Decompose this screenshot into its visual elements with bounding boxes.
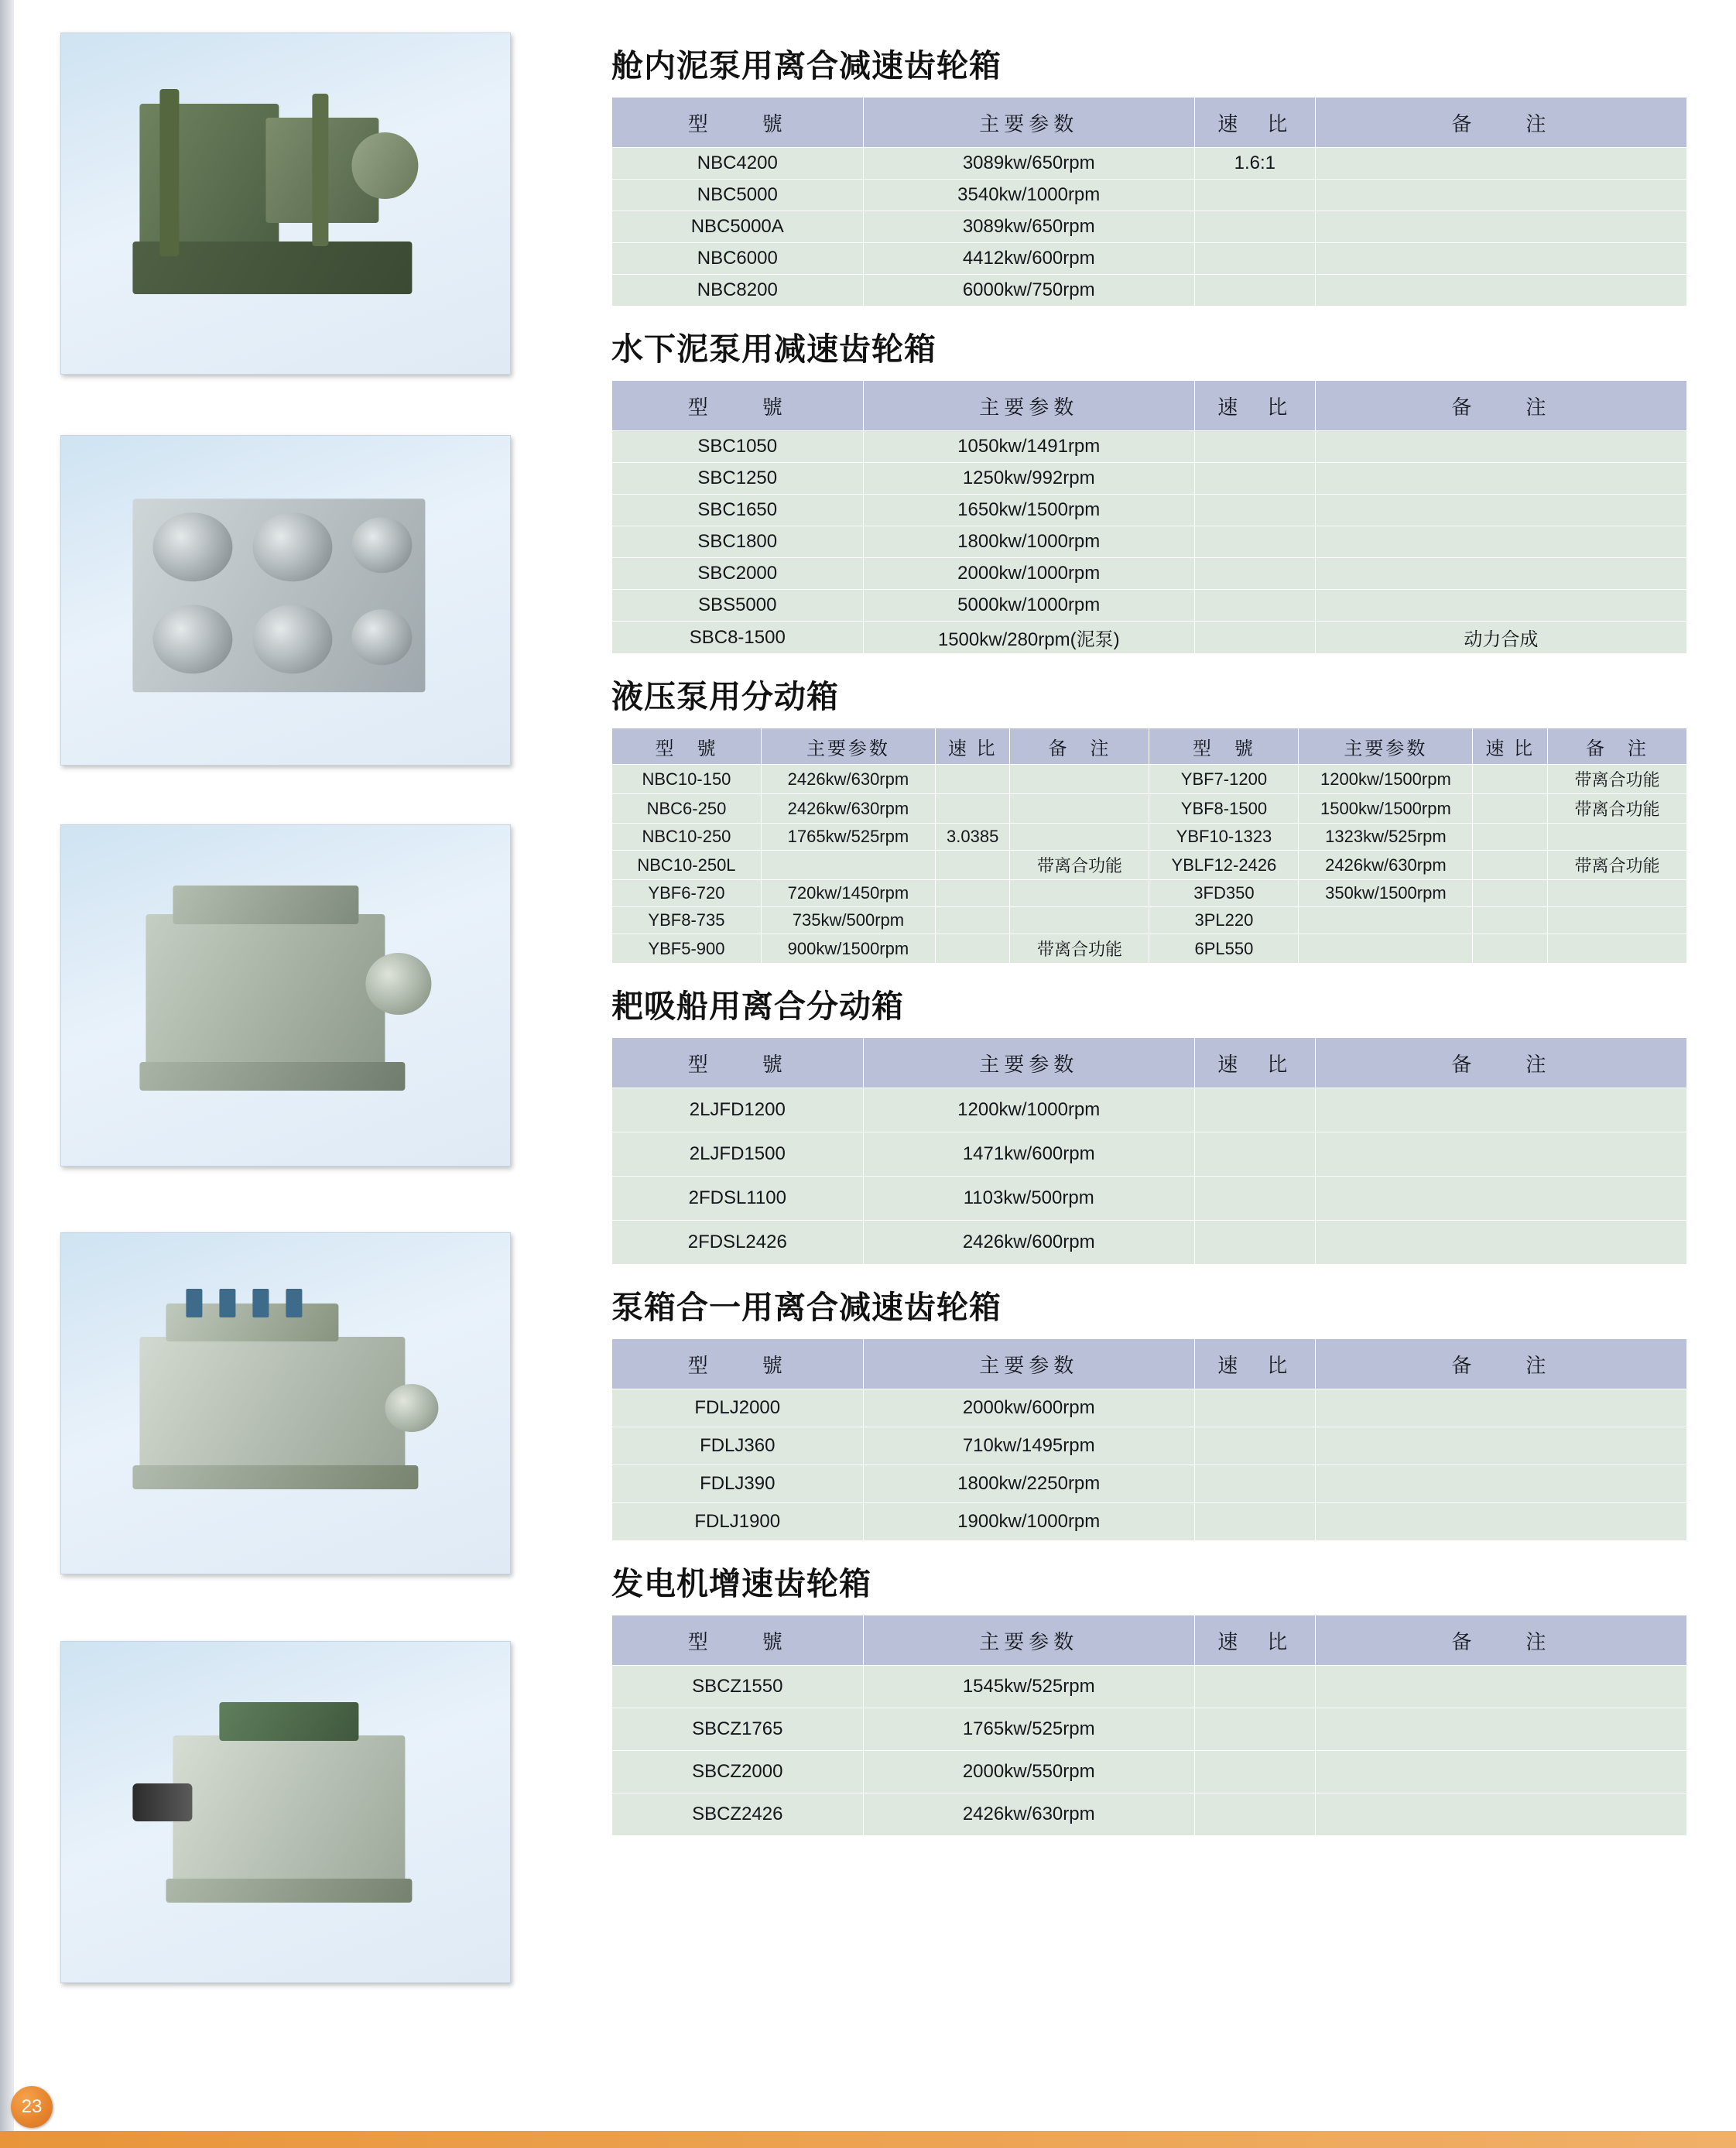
cell-param: 1650kw/1500rpm bbox=[863, 495, 1194, 526]
header-param-right: 主要参数 bbox=[1299, 728, 1473, 765]
cell-param: 4412kw/600rpm bbox=[863, 243, 1194, 275]
cell-note bbox=[1315, 1503, 1686, 1541]
marine-gearbox-photo-3 bbox=[60, 824, 511, 1166]
table-row bbox=[612, 1751, 1687, 1793]
cell-model-left: YBF5-900 bbox=[612, 934, 762, 964]
cell-note bbox=[1315, 1177, 1686, 1221]
cell-ratio bbox=[1194, 463, 1315, 495]
cell-param-right: 1200kw/1500rpm bbox=[1299, 765, 1473, 794]
cell-model: SBC1800 bbox=[612, 526, 864, 558]
cell-ratio-right bbox=[1473, 824, 1547, 851]
footer-bar bbox=[0, 2131, 1736, 2148]
cell-note-left bbox=[1010, 794, 1149, 824]
table-row bbox=[612, 590, 1687, 622]
cell-param-right: 1323kw/525rpm bbox=[1299, 824, 1473, 851]
cell-ratio bbox=[1194, 1427, 1315, 1465]
cell-ratio bbox=[1194, 1708, 1315, 1751]
cell-note bbox=[1315, 558, 1686, 590]
cell-ratio bbox=[1194, 1088, 1315, 1132]
cell-ratio bbox=[1194, 1503, 1315, 1541]
header-model: 型 號 bbox=[612, 1339, 864, 1389]
cell-ratio bbox=[1194, 243, 1315, 275]
page-edge-decoration bbox=[0, 0, 14, 2148]
cell-param: 1765kw/525rpm bbox=[863, 1708, 1194, 1751]
cell-param: 1800kw/2250rpm bbox=[863, 1465, 1194, 1503]
cell-model: 2LJFD1500 bbox=[612, 1132, 864, 1177]
header-model-left: 型 號 bbox=[612, 728, 762, 765]
table-row bbox=[612, 851, 1687, 880]
spec-table-hydraulic bbox=[611, 728, 1687, 964]
section-pump-integrated-clutch-reducer bbox=[588, 1282, 1736, 1541]
cell-model-right: 6PL550 bbox=[1149, 934, 1299, 964]
cell-note bbox=[1315, 243, 1686, 275]
marine-gearbox-photo-1 bbox=[60, 33, 511, 375]
cell-note-right: 带离合功能 bbox=[1547, 765, 1686, 794]
header-model: 型 號 bbox=[612, 1615, 864, 1666]
cell-param: 1800kw/1000rpm bbox=[863, 526, 1194, 558]
header-param: 主要参数 bbox=[863, 1339, 1194, 1389]
cell-ratio-right bbox=[1473, 794, 1547, 824]
cell-param: 1200kw/1000rpm bbox=[863, 1088, 1194, 1132]
cell-note bbox=[1315, 590, 1686, 622]
cell-model: NBC6000 bbox=[612, 243, 864, 275]
cell-note-left bbox=[1010, 907, 1149, 934]
table-header-row bbox=[612, 728, 1687, 765]
cell-ratio bbox=[1194, 180, 1315, 211]
cell-ratio bbox=[1194, 1221, 1315, 1265]
cell-note bbox=[1315, 148, 1686, 180]
cell-ratio-right bbox=[1473, 765, 1547, 794]
cell-ratio bbox=[1194, 275, 1315, 307]
cell-model: SBCZ2426 bbox=[612, 1793, 864, 1836]
cell-model: SBC1250 bbox=[612, 463, 864, 495]
cell-note bbox=[1315, 1088, 1686, 1132]
spec-table bbox=[611, 1615, 1687, 1836]
table-row bbox=[612, 431, 1687, 463]
table-row bbox=[612, 1708, 1687, 1751]
gearbox-illustration-1 bbox=[119, 84, 451, 323]
header-note: 备 注 bbox=[1315, 1038, 1686, 1088]
cell-model-right: 3PL220 bbox=[1149, 907, 1299, 934]
cell-model: NBC4200 bbox=[612, 148, 864, 180]
marine-gearbox-photo-4 bbox=[60, 1232, 511, 1574]
cell-note-right bbox=[1547, 934, 1686, 964]
section-cabin-mud-pump-clutch-reducer bbox=[588, 40, 1736, 307]
table-header-row bbox=[612, 1038, 1687, 1088]
cell-ratio-right bbox=[1473, 907, 1547, 934]
header-ratio: 速 比 bbox=[1194, 1615, 1315, 1666]
header-note: 备 注 bbox=[1315, 1339, 1686, 1389]
cell-param: 2000kw/600rpm bbox=[863, 1389, 1194, 1427]
cell-ratio-left bbox=[935, 907, 1009, 934]
cell-param-left: 2426kw/630rpm bbox=[761, 765, 935, 794]
section-title: 发电机增速齿轮箱 bbox=[611, 1565, 871, 1602]
header-note-right: 备 注 bbox=[1547, 728, 1686, 765]
cell-note bbox=[1315, 1389, 1686, 1427]
cell-param: 2426kw/600rpm bbox=[863, 1221, 1194, 1265]
spec-table bbox=[611, 97, 1687, 307]
header-note-left: 备 注 bbox=[1010, 728, 1149, 765]
header-ratio: 速 比 bbox=[1194, 381, 1315, 431]
cell-ratio-right bbox=[1473, 851, 1547, 880]
table-header-row bbox=[612, 1615, 1687, 1666]
cell-model: SBS5000 bbox=[612, 590, 864, 622]
table-row bbox=[612, 148, 1687, 180]
cell-note bbox=[1315, 180, 1686, 211]
cell-model: SBCZ1765 bbox=[612, 1708, 864, 1751]
table-row bbox=[612, 463, 1687, 495]
spec-table bbox=[611, 1037, 1687, 1265]
cell-ratio bbox=[1194, 1751, 1315, 1793]
cell-param: 1250kw/992rpm bbox=[863, 463, 1194, 495]
gearbox-illustration-3 bbox=[119, 876, 451, 1115]
table-row bbox=[612, 275, 1687, 307]
cell-model: SBC8-1500 bbox=[612, 622, 864, 654]
cell-param: 2426kw/630rpm bbox=[863, 1793, 1194, 1836]
cell-param: 710kw/1495rpm bbox=[863, 1427, 1194, 1465]
spec-table bbox=[611, 1338, 1687, 1541]
cell-ratio-right bbox=[1473, 880, 1547, 907]
table-row bbox=[612, 1389, 1687, 1427]
table-row bbox=[612, 880, 1687, 907]
section-generator-speed-increaser bbox=[588, 1558, 1736, 1836]
cell-note-right: 带离合功能 bbox=[1547, 794, 1686, 824]
cell-param: 1500kw/280rpm(泥泵) bbox=[863, 622, 1194, 654]
cell-note-right bbox=[1547, 907, 1686, 934]
table-row bbox=[612, 180, 1687, 211]
cell-param: 1545kw/525rpm bbox=[863, 1666, 1194, 1708]
cell-model-right: YBF10-1323 bbox=[1149, 824, 1299, 851]
marine-gearbox-photo-2 bbox=[60, 435, 511, 766]
cell-model-left: YBF6-720 bbox=[612, 880, 762, 907]
section-trailing-suction-dredger-clutch-transfer-box bbox=[588, 981, 1736, 1265]
cell-model: 2LJFD1200 bbox=[612, 1088, 864, 1132]
cell-note: 动力合成 bbox=[1315, 622, 1686, 654]
cell-note bbox=[1315, 1708, 1686, 1751]
cell-param-left: 900kw/1500rpm bbox=[761, 934, 935, 964]
cell-note bbox=[1315, 1427, 1686, 1465]
cell-model: SBCZ1550 bbox=[612, 1666, 864, 1708]
cell-param-right bbox=[1299, 907, 1473, 934]
header-ratio-right: 速 比 bbox=[1473, 728, 1547, 765]
cell-model: SBC2000 bbox=[612, 558, 864, 590]
spec-table bbox=[611, 380, 1687, 654]
cell-ratio bbox=[1194, 526, 1315, 558]
cell-param: 1103kw/500rpm bbox=[863, 1177, 1194, 1221]
cell-ratio bbox=[1194, 622, 1315, 654]
section-title: 水下泥泵用减速齿轮箱 bbox=[611, 331, 936, 368]
cell-ratio bbox=[1194, 558, 1315, 590]
header-model: 型 號 bbox=[612, 381, 864, 431]
header-param: 主要参数 bbox=[863, 1038, 1194, 1088]
table-row bbox=[612, 622, 1687, 654]
cell-model-left: NBC6-250 bbox=[612, 794, 762, 824]
header-param: 主要参数 bbox=[863, 1615, 1194, 1666]
cell-param: 6000kw/750rpm bbox=[863, 275, 1194, 307]
cell-model-right: YBF7-1200 bbox=[1149, 765, 1299, 794]
cell-model: SBCZ2000 bbox=[612, 1751, 864, 1793]
table-row bbox=[612, 1221, 1687, 1265]
cell-note bbox=[1315, 1465, 1686, 1503]
cell-note-right bbox=[1547, 824, 1686, 851]
header-ratio-left: 速 比 bbox=[935, 728, 1009, 765]
cell-note bbox=[1315, 1793, 1686, 1836]
cell-ratio bbox=[1194, 431, 1315, 463]
table-row bbox=[612, 211, 1687, 243]
cell-param-left: 735kw/500rpm bbox=[761, 907, 935, 934]
cell-param: 2000kw/1000rpm bbox=[863, 558, 1194, 590]
table-row bbox=[612, 558, 1687, 590]
cell-note-left bbox=[1010, 765, 1149, 794]
cell-model-left: NBC10-150 bbox=[612, 765, 762, 794]
section-hydraulic-pump-transfer-box bbox=[588, 671, 1736, 964]
gearbox-illustration-4 bbox=[119, 1284, 451, 1523]
cell-ratio: 1.6:1 bbox=[1194, 148, 1315, 180]
cell-model-right: 3FD350 bbox=[1149, 880, 1299, 907]
cell-ratio bbox=[1194, 495, 1315, 526]
cell-note bbox=[1315, 431, 1686, 463]
table-header-row bbox=[612, 98, 1687, 148]
cell-param-left: 2426kw/630rpm bbox=[761, 794, 935, 824]
cell-note bbox=[1315, 1666, 1686, 1708]
cell-model-left: NBC10-250 bbox=[612, 824, 762, 851]
table-header-row bbox=[612, 1339, 1687, 1389]
cell-ratio-left bbox=[935, 851, 1009, 880]
cell-ratio bbox=[1194, 211, 1315, 243]
cell-model-right: YBLF12-2426 bbox=[1149, 851, 1299, 880]
cell-ratio-left bbox=[935, 794, 1009, 824]
cell-note bbox=[1315, 526, 1686, 558]
cell-model-left: YBF8-735 bbox=[612, 907, 762, 934]
header-ratio: 速 比 bbox=[1194, 1339, 1315, 1389]
section-title: 耙吸船用离合分动箱 bbox=[611, 988, 904, 1025]
cell-param-right bbox=[1299, 934, 1473, 964]
cell-model: NBC5000A bbox=[612, 211, 864, 243]
section-title: 舱内泥泵用离合减速齿轮箱 bbox=[611, 47, 1002, 84]
table-row bbox=[612, 1503, 1687, 1541]
cell-ratio bbox=[1194, 1389, 1315, 1427]
cell-param: 3540kw/1000rpm bbox=[863, 180, 1194, 211]
spec-tables-column bbox=[588, 0, 1736, 1839]
header-ratio: 速 比 bbox=[1194, 98, 1315, 148]
cell-model-right: YBF8-1500 bbox=[1149, 794, 1299, 824]
section-title: 泵箱合一用离合减速齿轮箱 bbox=[611, 1289, 1002, 1326]
cell-param: 2000kw/550rpm bbox=[863, 1751, 1194, 1793]
gearbox-illustration-5 bbox=[119, 1693, 451, 1931]
cell-note bbox=[1315, 275, 1686, 307]
table-row bbox=[612, 1132, 1687, 1177]
table-row bbox=[612, 794, 1687, 824]
header-param: 主要参数 bbox=[863, 98, 1194, 148]
cell-note bbox=[1315, 1132, 1686, 1177]
table-row bbox=[612, 824, 1687, 851]
header-note: 备 注 bbox=[1315, 98, 1686, 148]
cell-model: 2FDSL1100 bbox=[612, 1177, 864, 1221]
section-title: 液压泵用分动箱 bbox=[611, 678, 839, 715]
table-row bbox=[612, 934, 1687, 964]
header-model-right: 型 號 bbox=[1149, 728, 1299, 765]
cell-note-right: 带离合功能 bbox=[1547, 851, 1686, 880]
header-ratio: 速 比 bbox=[1194, 1038, 1315, 1088]
marine-gearbox-photo-5 bbox=[60, 1641, 511, 1983]
cell-param-left: 1765kw/525rpm bbox=[761, 824, 935, 851]
cell-model: FDLJ390 bbox=[612, 1465, 864, 1503]
cell-model: SBC1050 bbox=[612, 431, 864, 463]
cell-ratio bbox=[1194, 1177, 1315, 1221]
table-row bbox=[612, 243, 1687, 275]
cell-note-left: 带离合功能 bbox=[1010, 934, 1149, 964]
cell-ratio bbox=[1194, 1793, 1315, 1836]
cell-param: 1050kw/1491rpm bbox=[863, 431, 1194, 463]
header-param-left: 主要参数 bbox=[761, 728, 935, 765]
cell-note bbox=[1315, 1751, 1686, 1793]
cell-ratio-left bbox=[935, 880, 1009, 907]
cell-param-left: 720kw/1450rpm bbox=[761, 880, 935, 907]
cell-ratio-right bbox=[1473, 934, 1547, 964]
cell-note bbox=[1315, 1221, 1686, 1265]
cell-note bbox=[1315, 463, 1686, 495]
header-note: 备 注 bbox=[1315, 381, 1686, 431]
cell-model: NBC8200 bbox=[612, 275, 864, 307]
cell-param: 3089kw/650rpm bbox=[863, 148, 1194, 180]
cell-ratio bbox=[1194, 1132, 1315, 1177]
table-row bbox=[612, 1793, 1687, 1836]
cell-param: 1900kw/1000rpm bbox=[863, 1503, 1194, 1541]
cell-model: SBC1650 bbox=[612, 495, 864, 526]
table-row bbox=[612, 1088, 1687, 1132]
cell-ratio-left bbox=[935, 934, 1009, 964]
cell-model: FDLJ360 bbox=[612, 1427, 864, 1465]
table-header-row bbox=[612, 381, 1687, 431]
cell-note-right bbox=[1547, 880, 1686, 907]
cell-ratio bbox=[1194, 1465, 1315, 1503]
cell-param: 5000kw/1000rpm bbox=[863, 590, 1194, 622]
header-model: 型 號 bbox=[612, 1038, 864, 1088]
cell-model: 2FDSL2426 bbox=[612, 1221, 864, 1265]
header-model: 型 號 bbox=[612, 98, 864, 148]
cell-note-left bbox=[1010, 880, 1149, 907]
cell-note bbox=[1315, 495, 1686, 526]
cell-ratio bbox=[1194, 590, 1315, 622]
cell-note-left bbox=[1010, 824, 1149, 851]
table-row bbox=[612, 495, 1687, 526]
cell-ratio-left bbox=[935, 765, 1009, 794]
header-param: 主要参数 bbox=[863, 381, 1194, 431]
cell-note bbox=[1315, 211, 1686, 243]
cell-model: FDLJ2000 bbox=[612, 1389, 864, 1427]
table-row bbox=[612, 1666, 1687, 1708]
product-photo-column bbox=[0, 0, 588, 2148]
cell-param-right: 2426kw/630rpm bbox=[1299, 851, 1473, 880]
table-row bbox=[612, 907, 1687, 934]
cell-param: 1471kw/600rpm bbox=[863, 1132, 1194, 1177]
cell-model-left: NBC10-250L bbox=[612, 851, 762, 880]
cell-model: FDLJ1900 bbox=[612, 1503, 864, 1541]
cell-param-right: 1500kw/1500rpm bbox=[1299, 794, 1473, 824]
cell-ratio-left: 3.0385 bbox=[935, 824, 1009, 851]
cell-ratio bbox=[1194, 1666, 1315, 1708]
cell-param-right: 350kw/1500rpm bbox=[1299, 880, 1473, 907]
table-row bbox=[612, 1177, 1687, 1221]
table-row bbox=[612, 1465, 1687, 1503]
cell-note-left: 带离合功能 bbox=[1010, 851, 1149, 880]
table-row bbox=[612, 526, 1687, 558]
cell-param: 3089kw/650rpm bbox=[863, 211, 1194, 243]
section-submerged-mud-pump-reducer bbox=[588, 324, 1736, 654]
cell-param-left bbox=[761, 851, 935, 880]
cell-model: NBC5000 bbox=[612, 180, 864, 211]
table-row bbox=[612, 765, 1687, 794]
header-note: 备 注 bbox=[1315, 1615, 1686, 1666]
gearbox-illustration-2 bbox=[119, 485, 451, 716]
table-row bbox=[612, 1427, 1687, 1465]
page-number-badge: 23 bbox=[11, 2086, 53, 2128]
